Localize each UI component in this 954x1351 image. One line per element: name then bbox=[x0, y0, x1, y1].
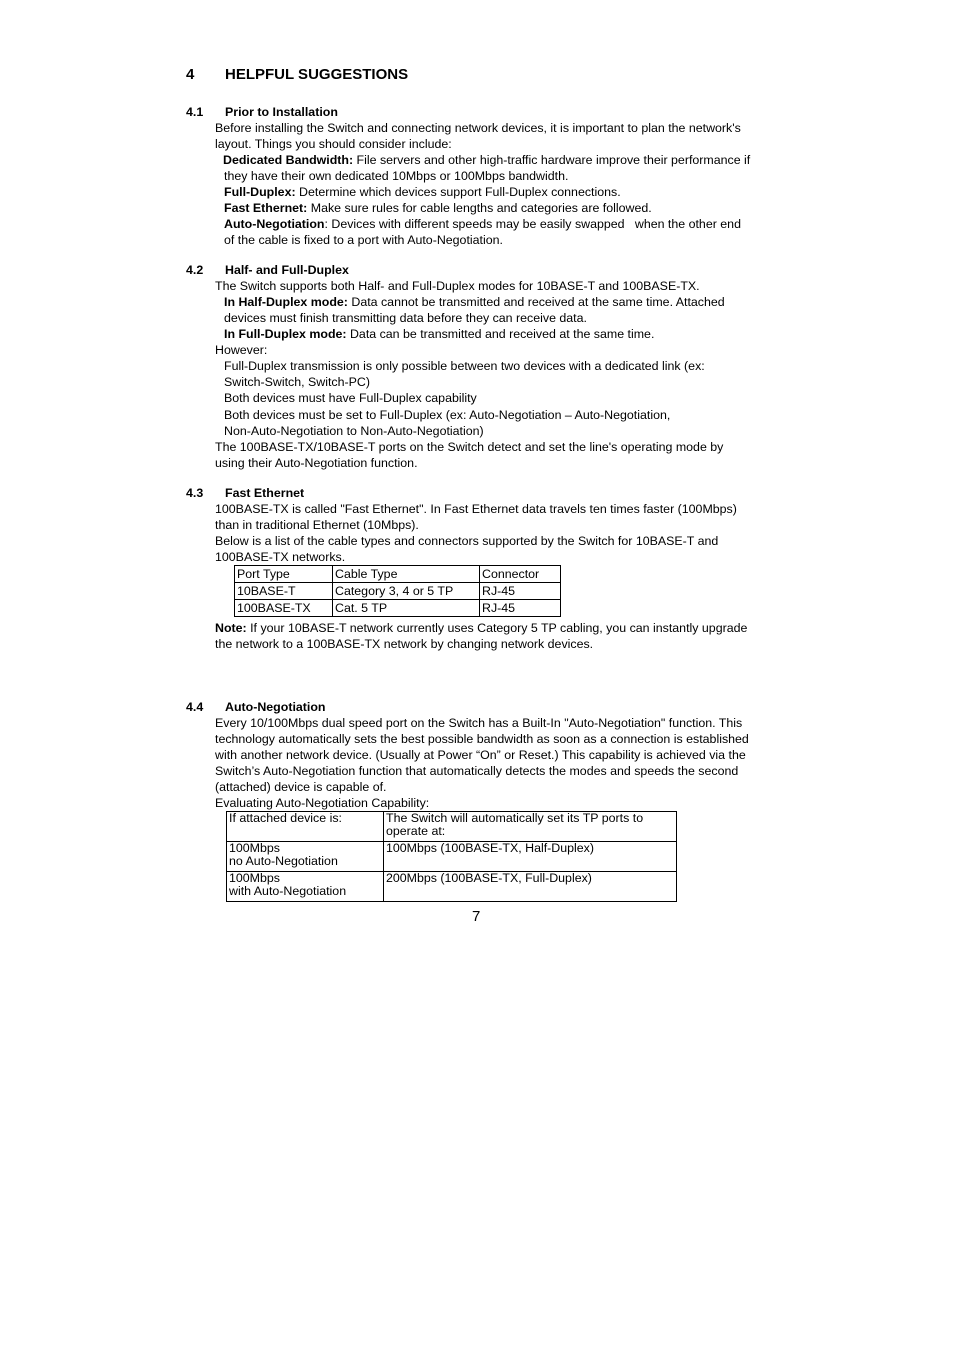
list-item-cont: of the cable is fixed to a port with Auto-Negotiation. bbox=[224, 233, 503, 247]
list-item-cont: devices must finish transmitting data before they can receive data. bbox=[224, 311, 587, 325]
paragraph: The 100BASE-TX/10BASE-T ports on the Switch detect and set the line's operating mode by bbox=[215, 440, 724, 454]
table-header-cell: The Switch will automatically set its TP ports to operate at: bbox=[384, 812, 677, 842]
list-item-cont: they have their own dedicated 10Mbps or 100Mbps bandwidth. bbox=[224, 169, 569, 183]
paragraph: Every 10/100Mbps dual speed port on the Switch has a Built-In "Auto-Negotiation" function. This bbox=[215, 716, 743, 730]
table-cell: RJ-45 bbox=[480, 600, 561, 617]
term: Dedicated Bandwidth: bbox=[223, 153, 354, 167]
list-item bbox=[224, 294, 725, 310]
paragraph: Switch’s Auto-Negotiation function that automatically detects the modes and speeds the second bbox=[215, 764, 739, 778]
section-number-4-4: 4.4 bbox=[186, 700, 204, 714]
table-cell: 100Mbps with Auto-Negotiation bbox=[227, 872, 384, 902]
list-item: Full-Duplex transmission is only possible between two devices with a dedicated link (ex: bbox=[224, 359, 705, 373]
section-number-4-2: 4.2 bbox=[186, 263, 204, 277]
table-cell: 100Mbps no Auto-Negotiation bbox=[227, 842, 384, 872]
table-header-row bbox=[227, 812, 677, 842]
note-cont: the network to a 100BASE-TX network by changing network devices. bbox=[215, 637, 594, 651]
paragraph: Before installing the Switch and connecting network devices, it is important to plan the network's bbox=[215, 121, 741, 135]
paragraph: layout. Things you should consider include: bbox=[215, 137, 452, 151]
section-title-4-1: Prior to Installation bbox=[225, 105, 338, 119]
section-number-4-3: 4.3 bbox=[186, 486, 204, 500]
term-text: Make sure rules for cable lengths and categories are followed. bbox=[307, 201, 652, 215]
table-cell: Cat. 5 TP bbox=[333, 600, 480, 617]
table-cell: 200Mbps (100BASE-TX, Full-Duplex) bbox=[384, 872, 677, 902]
term: In Half-Duplex mode: bbox=[224, 295, 348, 309]
paragraph: (attached) device is capable of. bbox=[215, 780, 387, 794]
paragraph: However: bbox=[215, 343, 268, 357]
term-text: : Devices with different speeds may be easily swapped when the other end bbox=[324, 217, 741, 231]
note-label: Note: bbox=[215, 621, 247, 635]
chapter-title: HELPFUL SUGGESTIONS bbox=[225, 66, 409, 83]
list-item-cont: Switch-Switch, Switch-PC) bbox=[224, 375, 370, 389]
paragraph: Below is a list of the cable types and connectors supported by the Switch for 10BASE-T and bbox=[215, 534, 719, 548]
paragraph: than in traditional Ethernet (10Mbps). bbox=[215, 518, 419, 532]
table-row bbox=[227, 872, 677, 902]
paragraph: 100BASE-TX is called "Fast Ethernet". In Fast Ethernet data travels ten times faster (100Mbps) bbox=[215, 502, 737, 516]
table-cell: 100BASE-TX bbox=[235, 600, 333, 617]
list-item bbox=[224, 326, 654, 342]
table-cell: 100Mbps (100BASE-TX, Half-Duplex) bbox=[384, 842, 677, 872]
paragraph: using their Auto-Negotiation function. bbox=[215, 456, 418, 470]
list-item: Both devices must be set to Full-Duplex (ex: Auto-Negotiation – Auto-Negotiation, bbox=[224, 408, 671, 422]
paragraph: with another network device. (Usually at Power “On” or Reset.) This capability is achieved via the bbox=[215, 748, 746, 762]
list-item-cont: Non-Auto-Negotiation to Non-Auto-Negotiation) bbox=[224, 424, 484, 438]
page-number: 7 bbox=[472, 908, 481, 925]
paragraph: technology automatically sets the best possible bandwidth as soon as a connection is established bbox=[215, 732, 749, 746]
table-row bbox=[235, 600, 561, 617]
term: In Full-Duplex mode: bbox=[224, 327, 347, 341]
term: Fast Ethernet: bbox=[224, 201, 308, 215]
chapter-number: 4 bbox=[186, 66, 195, 83]
list-item: Both devices must have Full-Duplex capability bbox=[224, 391, 477, 405]
table-header-cell: Cable Type bbox=[333, 566, 480, 583]
term: Full-Duplex: bbox=[224, 185, 296, 199]
term-text: Data can be transmitted and received at the same time. bbox=[346, 327, 655, 341]
paragraph: 100BASE-TX networks. bbox=[215, 550, 346, 564]
section-number-4-1: 4.1 bbox=[186, 105, 204, 119]
section-title-4-3: Fast Ethernet bbox=[225, 486, 305, 500]
table-header-cell: Connector bbox=[480, 566, 561, 583]
note bbox=[215, 620, 747, 636]
table-cell: Category 3, 4 or 5 TP bbox=[333, 583, 480, 600]
table-header-cell: Port Type bbox=[235, 566, 333, 583]
table-cell: 10BASE-T bbox=[235, 583, 333, 600]
term-text: File servers and other high-traffic hardware improve their performance if bbox=[353, 153, 751, 167]
paragraph: The Switch supports both Half- and Full-Duplex modes for 10BASE-T and 100BASE-TX. bbox=[215, 279, 700, 293]
table-cell: RJ-45 bbox=[480, 583, 561, 600]
auto-negotiation-table bbox=[226, 811, 677, 902]
cable-table bbox=[234, 565, 561, 617]
term: Auto-Negotiation bbox=[224, 217, 325, 231]
note-text: If your 10BASE-T network currently uses Category 5 TP cabling, you can instantly upgrade bbox=[246, 621, 748, 635]
table-row bbox=[235, 583, 561, 600]
section-title-4-4: Auto-Negotiation bbox=[225, 700, 326, 714]
table-header-cell: If attached device is: bbox=[227, 812, 384, 842]
list-item bbox=[223, 152, 750, 168]
list-item bbox=[224, 184, 621, 200]
list-item bbox=[224, 216, 741, 232]
paragraph: Evaluating Auto-Negotiation Capability: bbox=[215, 796, 430, 810]
table-row bbox=[227, 842, 677, 872]
table-header-row bbox=[235, 566, 561, 583]
list-item bbox=[224, 200, 652, 216]
term-text: Determine which devices support Full-Duplex connections. bbox=[295, 185, 621, 199]
term-text: Data cannot be transmitted and received at the same time. Attached bbox=[347, 295, 725, 309]
section-title-4-2: Half- and Full-Duplex bbox=[225, 263, 349, 277]
